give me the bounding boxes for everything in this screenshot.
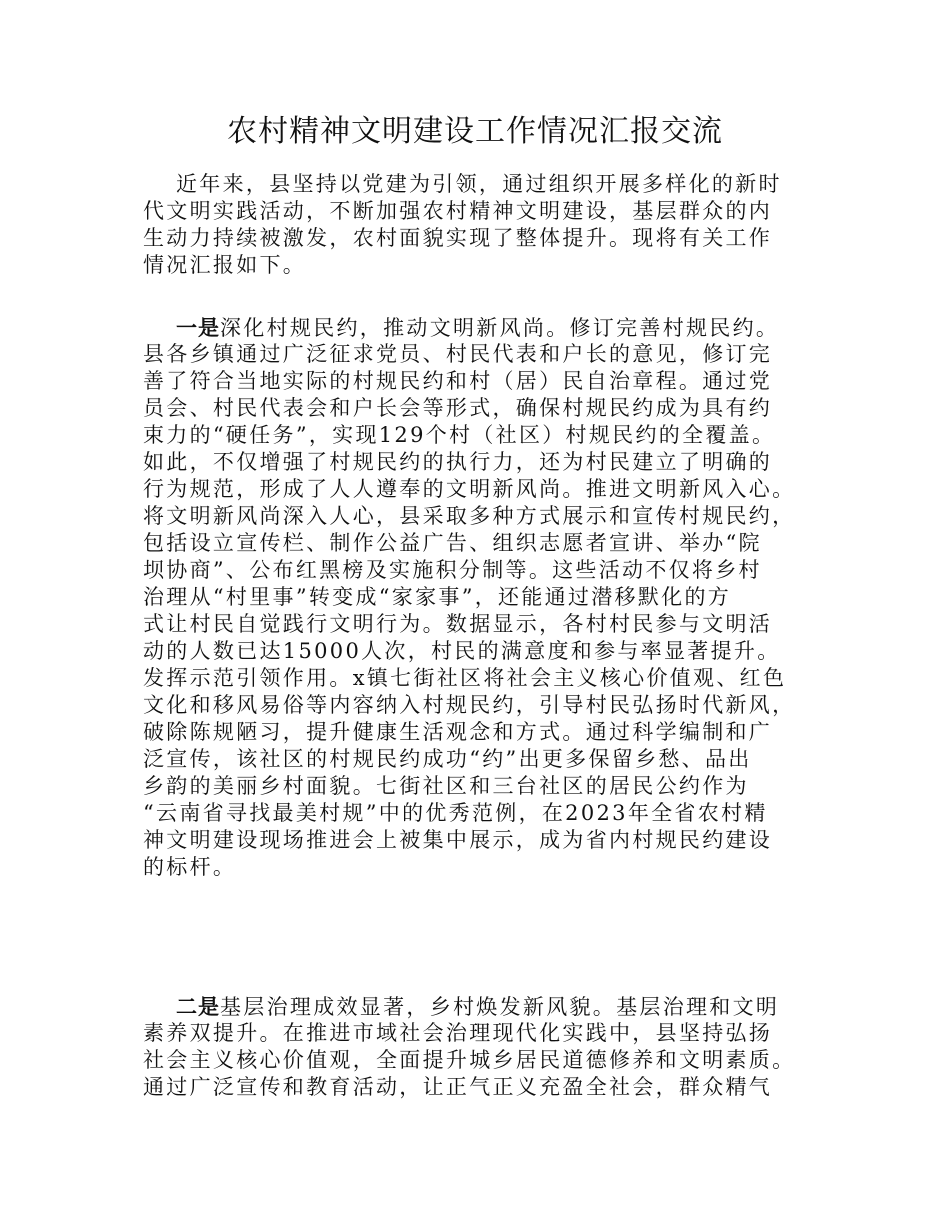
text-line: 坝协商”、公布红黑榜及实施积分制等。这些活动不仅将乡村 xyxy=(143,558,762,582)
text-line: 包括设立宣传栏、制作公益广告、组织志愿者宣讲、举办“院 xyxy=(143,531,762,555)
section-one-lead: 一是 xyxy=(176,315,220,340)
section-one-first-line xyxy=(143,314,823,341)
text-line: 乡韵的美丽乡村面貌。七街社区和三台社区的居民公约作为 xyxy=(143,774,749,798)
text-line: 代文明实践活动，不断加强农村精神文明建设，基层群众的内 xyxy=(143,199,773,223)
text-line: 如此，不仅增强了村规民约的执行力，还为村民建立了明确的 xyxy=(143,450,773,474)
section-one-heading-text: 深化村规民约，推动文明新风尚。修订完善村规民约。 xyxy=(220,316,780,340)
intro-paragraph xyxy=(143,171,823,279)
section-one-paragraph xyxy=(143,314,823,881)
text-line: 泛宣传，该社区的村规民约成功“约”出更多保留乡愁、品出 xyxy=(143,747,752,771)
text-line: 社会主义核心价值观，全面提升城乡居民道德修养和文明素质。 xyxy=(143,1048,796,1072)
text-line: 文化和移风易俗等内容纳入村规民约，引导村民弘扬时代新风， xyxy=(143,693,796,717)
text-line: 神文明建设现场推进会上被集中展示，成为省内村规民约建设 xyxy=(143,828,773,852)
text-line: 情况汇报如下。 xyxy=(143,253,307,277)
text-line: 的标杆。 xyxy=(143,855,237,879)
text-line: 行为规范，形成了人人遵奉的文明新风尚。推进文明新风入心。 xyxy=(143,477,796,501)
text-line: 素养双提升。在推进市域社会治理现代化实践中，县坚持弘扬 xyxy=(143,1021,773,1045)
text-line: 员会、村民代表会和户长会等形式，确保村规民约成为具有约 xyxy=(143,396,773,420)
text-line: 治理从“村里事”转变成“家家事”，还能通过潜移默化的方 xyxy=(143,585,732,609)
text-line: 通过广泛宣传和教育活动，让正气正义充盈全社会，群众精气 xyxy=(143,1075,773,1099)
text-line: 将文明新风尚深入人心，县采取多种方式展示和宣传村规民约， xyxy=(143,504,796,528)
text-line: 县各乡镇通过广泛征求党员、村民代表和户长的意见，修订完 xyxy=(143,342,773,366)
text-line: 生动力持续被激发，农村面貌实现了整体提升。现将有关工作 xyxy=(143,226,773,250)
text-line: 动的人数已达15000人次，村民的满意度和参与率显著提升。 xyxy=(143,639,781,663)
text-line: “云南省寻找最美村规”中的优秀范例，在2023年全省农村精 xyxy=(143,801,768,825)
section-two-first-line xyxy=(143,993,823,1020)
section-two-paragraph xyxy=(143,993,823,1101)
text-line: 发挥示范引领作用。x镇七街社区将社会主义核心价值观、红色 xyxy=(143,666,787,690)
text-line: 破除陈规陋习，提升健康生活观念和方式。通过科学编制和广 xyxy=(143,720,773,744)
text-line: 式让村民自觉践行文明行为。数据显示，各村村民参与文明活 xyxy=(143,612,773,636)
document-title: 农村精神文明建设工作情况汇报交流 xyxy=(227,114,723,149)
text-line: 束力的“硬任务”，实现129个村（社区）村规民约的全覆盖。 xyxy=(143,423,776,447)
section-two-heading-text: 基层治理成效显著，乡村焕发新风貌。基层治理和文明 xyxy=(220,995,780,1019)
section-two-lead: 二是 xyxy=(176,994,220,1019)
text-line: 近年来，县坚持以党建为引领，通过组织开展多样化的新时 xyxy=(176,172,782,196)
text-line: 善了符合当地实际的村规民约和村（居）民自治章程。通过党 xyxy=(143,369,773,393)
